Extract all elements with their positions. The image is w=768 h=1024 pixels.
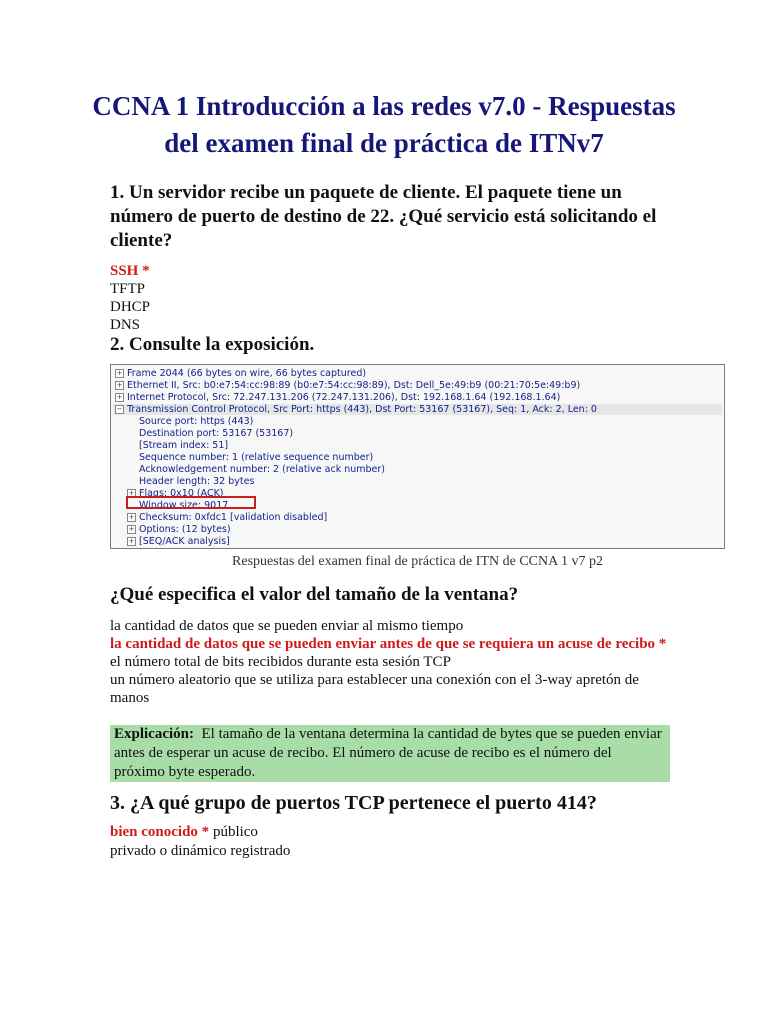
- option: un número aleatorio que se utiliza para establecer una conexión con el 3-way apretón de manos: [110, 672, 639, 706]
- packet-field: Destination port: 53167 (53167): [139, 428, 294, 439]
- expand-icon: +: [116, 393, 123, 401]
- option: DNS: [110, 317, 141, 333]
- option: privado o dinámico registrado: [110, 843, 291, 859]
- packet-row: + Ethernet II, Src: b0:e7:54:cc:98:89 (b0:e7:54:cc:98:89), Dst: Dell_5e:49:b9 (00:21:70:5e:49:b9): [116, 380, 581, 391]
- packet-field: + Options: (12 bytes): [128, 524, 231, 535]
- page-title: CCNA 1 Introducción a las redes v7.0 - Respuestas del examen final de práctica de ITNv7: [92, 91, 676, 158]
- wireshark-exhibit: [110, 364, 725, 549]
- packet-row: − Transmission Control Protocol, Src Port: https (443), Dst Port: 53167 (53167), Seq: 1, Ack: 2, Len: 0: [113, 404, 722, 415]
- question-1-text: 1. Un servidor recibe un paquete de cliente. El paquete tiene un número de puerto de destino de 22. ¿Qué servicio está solicitando el cliente?: [110, 182, 657, 251]
- collapse-icon: −: [116, 405, 123, 413]
- question-2-options: [110, 617, 670, 707]
- packet-field: Header length: 32 bytes: [139, 476, 255, 487]
- explanation-text: El tamaño de la ventana determina la cantidad de bytes que se pueden enviar antes de esperar un acuse de recibo. El número de acuse de recibo es el número del próximo byte esperado.: [114, 726, 662, 780]
- packet-field: + Checksum: 0xfdc1 [validation disabled]: [128, 512, 328, 523]
- packet-field: Source port: https (443): [139, 416, 254, 427]
- question-1-options: [110, 262, 150, 334]
- packet-field: [Stream index: 51]: [139, 440, 229, 451]
- expand-icon: +: [116, 369, 123, 377]
- expand-icon: +: [116, 381, 123, 389]
- packet-field: + Flags: 0x10 (ACK): [128, 488, 224, 499]
- packet-row: + Frame 2044 (66 bytes on wire, 66 bytes captured): [116, 368, 367, 379]
- option-correct: bien conocido *: [110, 824, 210, 840]
- highlight-box: [126, 496, 256, 509]
- option: TFTP: [110, 281, 146, 297]
- packet-row: + Internet Protocol, Src: 72.247.131.206 (72.247.131.206), Dst: 192.168.1.64 (192.168.1.64): [116, 392, 561, 403]
- option: público: [209, 824, 258, 840]
- packet-field: + [SEQ/ACK analysis]: [128, 536, 230, 547]
- explanation-box: [110, 725, 670, 782]
- option: DHCP: [110, 299, 151, 315]
- option-correct: SSH *: [110, 263, 150, 279]
- question-2-subquestion: ¿Qué especifica el valor del tamaño de la ventana?: [110, 584, 519, 605]
- packet-field: Acknowledgement number: 2 (relative ack number): [139, 464, 386, 475]
- expand-icon: +: [128, 489, 135, 497]
- expand-icon: +: [128, 537, 135, 545]
- question-3-text: 3. ¿A qué grupo de puertos TCP pertenece el puerto 414?: [110, 792, 597, 814]
- option: el número total de bits recibidos durante esta sesión TCP: [110, 654, 451, 670]
- explanation-label: Explicación:: [114, 726, 195, 742]
- expand-icon: +: [128, 513, 135, 521]
- packet-field-window-size: Window size: 9017: [139, 500, 229, 511]
- packet-field: Sequence number: 1 (relative sequence number): [139, 452, 374, 463]
- option: la cantidad de datos que se pueden enviar al mismo tiempo: [110, 618, 464, 634]
- option-line: [110, 823, 290, 842]
- question-2-text: 2. Consulte la exposición.: [110, 334, 315, 355]
- option-correct: la cantidad de datos que se pueden enviar antes de que se requiera un acuse de recibo *: [110, 636, 667, 652]
- expand-icon: +: [128, 525, 135, 533]
- exhibit-caption: Respuestas del examen final de práctica de ITN de CCNA 1 v7 p2: [232, 554, 603, 569]
- question-3-options: [110, 823, 290, 861]
